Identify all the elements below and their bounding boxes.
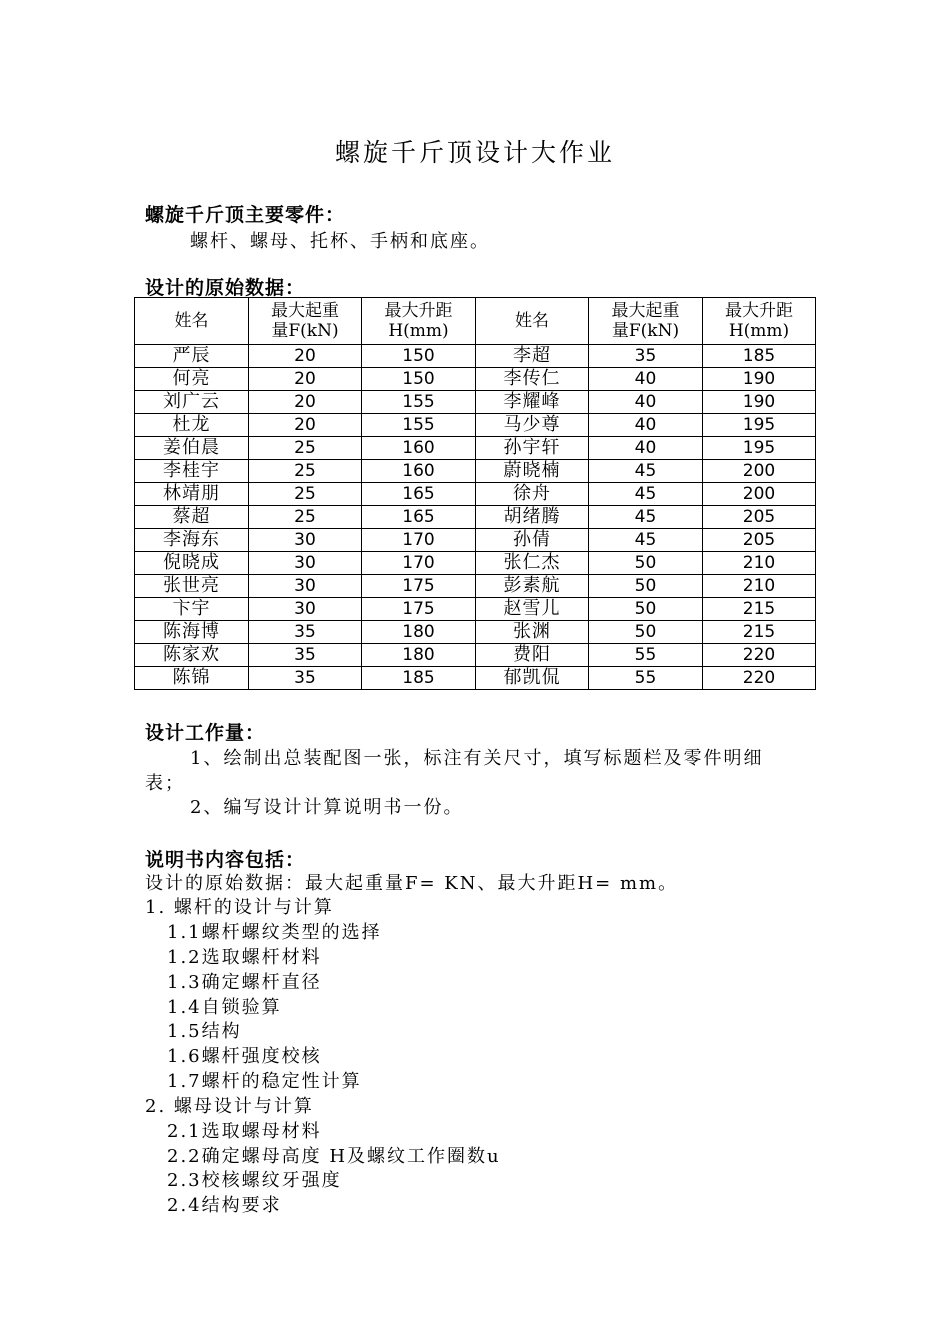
contents-item: 2.1选取螺母材料 bbox=[167, 1121, 322, 1142]
contents-item: 1.1螺杆螺纹类型的选择 bbox=[167, 922, 382, 943]
cell-name: 张渊 bbox=[476, 621, 589, 644]
contents-item: 1.5结构 bbox=[167, 1021, 242, 1042]
cell-force: 40 bbox=[589, 414, 703, 437]
table-row bbox=[135, 575, 816, 598]
cell-height: 220 bbox=[703, 644, 816, 667]
contents-item: 1.2选取螺杆材料 bbox=[167, 947, 322, 968]
cell-name: 马少尊 bbox=[476, 414, 589, 437]
workload-item-1-cont: 表； bbox=[145, 773, 185, 794]
cell-force: 45 bbox=[589, 483, 703, 506]
cell-force: 30 bbox=[249, 598, 362, 621]
cell-height: 215 bbox=[703, 621, 816, 644]
contents-item: 1.7螺杆的稳定性计算 bbox=[167, 1071, 362, 1092]
cell-name: 郁凯侃 bbox=[476, 667, 589, 690]
contents-heading: 说明书内容包括： bbox=[145, 849, 306, 871]
cell-name: 蔡超 bbox=[135, 506, 249, 529]
table-row bbox=[135, 391, 816, 414]
cell-force: 55 bbox=[589, 667, 703, 690]
cell-name: 林靖朋 bbox=[135, 483, 249, 506]
header-height: 最大升距 H(mm) bbox=[703, 298, 816, 345]
cell-height: 155 bbox=[362, 414, 476, 437]
cell-height: 180 bbox=[362, 644, 476, 667]
cell-force: 20 bbox=[249, 368, 362, 391]
cell-name: 刘广云 bbox=[135, 391, 249, 414]
cell-height: 200 bbox=[703, 460, 816, 483]
contents-item: 2.2确定螺母高度 H及螺纹工作圈数u bbox=[167, 1146, 501, 1167]
cell-height: 195 bbox=[703, 437, 816, 460]
cell-force: 20 bbox=[249, 345, 362, 368]
cell-force: 20 bbox=[249, 414, 362, 437]
cell-name: 陈家欢 bbox=[135, 644, 249, 667]
cell-name: 何亮 bbox=[135, 368, 249, 391]
cell-name: 李耀峰 bbox=[476, 391, 589, 414]
cell-force: 25 bbox=[249, 483, 362, 506]
table-row bbox=[135, 345, 816, 368]
cell-height: 165 bbox=[362, 483, 476, 506]
cell-height: 220 bbox=[703, 667, 816, 690]
table-row bbox=[135, 621, 816, 644]
cell-height: 170 bbox=[362, 552, 476, 575]
cell-name: 张世亮 bbox=[135, 575, 249, 598]
table-header-row bbox=[135, 298, 816, 345]
contents-item: 1.3确定螺杆直径 bbox=[167, 972, 322, 993]
data-heading: 设计的原始数据： bbox=[145, 277, 306, 299]
cell-height: 160 bbox=[362, 460, 476, 483]
workload-heading: 设计工作量： bbox=[145, 722, 266, 744]
cell-height: 185 bbox=[703, 345, 816, 368]
parts-heading: 螺旋千斤顶主要零件： bbox=[145, 204, 346, 226]
table-row bbox=[135, 529, 816, 552]
cell-name: 严辰 bbox=[135, 345, 249, 368]
cell-name: 倪晓成 bbox=[135, 552, 249, 575]
cell-force: 35 bbox=[249, 621, 362, 644]
cell-height: 175 bbox=[362, 598, 476, 621]
cell-height: 195 bbox=[703, 414, 816, 437]
table-row bbox=[135, 506, 816, 529]
document-title: 螺旋千斤顶设计大作业 bbox=[334, 138, 615, 167]
cell-height: 215 bbox=[703, 598, 816, 621]
table-row bbox=[135, 598, 816, 621]
cell-height: 170 bbox=[362, 529, 476, 552]
cell-name: 孙宇轩 bbox=[476, 437, 589, 460]
cell-force: 35 bbox=[589, 345, 703, 368]
table-row bbox=[135, 552, 816, 575]
table-row bbox=[135, 483, 816, 506]
cell-force: 45 bbox=[589, 529, 703, 552]
cell-force: 35 bbox=[249, 667, 362, 690]
cell-height: 210 bbox=[703, 552, 816, 575]
cell-force: 55 bbox=[589, 644, 703, 667]
cell-name: 赵雪儿 bbox=[476, 598, 589, 621]
contents-item: 1.4自锁验算 bbox=[167, 997, 282, 1018]
cell-force: 50 bbox=[589, 598, 703, 621]
cell-name: 李超 bbox=[476, 345, 589, 368]
cell-name: 陈海博 bbox=[135, 621, 249, 644]
cell-name: 蔚晓楠 bbox=[476, 460, 589, 483]
cell-height: 190 bbox=[703, 391, 816, 414]
cell-force: 30 bbox=[249, 552, 362, 575]
contents-item: 1. 螺杆的设计与计算 bbox=[145, 897, 334, 918]
header-force: 最大起重 量F(kN) bbox=[249, 298, 362, 345]
cell-force: 30 bbox=[249, 529, 362, 552]
cell-name: 张仁杰 bbox=[476, 552, 589, 575]
cell-force: 45 bbox=[589, 460, 703, 483]
table-row bbox=[135, 460, 816, 483]
workload-item-2: 2、编写设计计算说明书一份。 bbox=[190, 797, 464, 818]
cell-name: 李传仁 bbox=[476, 368, 589, 391]
cell-name: 李海东 bbox=[135, 529, 249, 552]
cell-force: 40 bbox=[589, 391, 703, 414]
cell-height: 175 bbox=[362, 575, 476, 598]
table-body bbox=[135, 345, 816, 690]
cell-force: 50 bbox=[589, 552, 703, 575]
cell-height: 200 bbox=[703, 483, 816, 506]
cell-height: 205 bbox=[703, 506, 816, 529]
original-data-table bbox=[134, 297, 816, 690]
cell-force: 50 bbox=[589, 621, 703, 644]
parts-text: 螺杆、螺母、托杯、手柄和底座。 bbox=[190, 231, 490, 252]
table-row bbox=[135, 644, 816, 667]
cell-name: 陈锦 bbox=[135, 667, 249, 690]
table-row bbox=[135, 667, 816, 690]
cell-name: 姜伯晨 bbox=[135, 437, 249, 460]
cell-height: 180 bbox=[362, 621, 476, 644]
contents-item: 2.4结构要求 bbox=[167, 1195, 282, 1216]
cell-force: 45 bbox=[589, 506, 703, 529]
cell-force: 25 bbox=[249, 460, 362, 483]
cell-name: 胡绪腾 bbox=[476, 506, 589, 529]
cell-force: 25 bbox=[249, 437, 362, 460]
cell-height: 185 bbox=[362, 667, 476, 690]
header-height: 最大升距 H(mm) bbox=[362, 298, 476, 345]
contents-item: 2. 螺母设计与计算 bbox=[145, 1096, 314, 1117]
cell-height: 205 bbox=[703, 529, 816, 552]
header-name: 姓名 bbox=[476, 298, 589, 345]
contents-item: 2.3校核螺纹牙强度 bbox=[167, 1170, 342, 1191]
cell-name: 李桂宇 bbox=[135, 460, 249, 483]
cell-height: 210 bbox=[703, 575, 816, 598]
cell-height: 190 bbox=[703, 368, 816, 391]
cell-force: 50 bbox=[589, 575, 703, 598]
contents-item: 1.6螺杆强度校核 bbox=[167, 1046, 322, 1067]
cell-name: 费阳 bbox=[476, 644, 589, 667]
table-row bbox=[135, 414, 816, 437]
cell-height: 150 bbox=[362, 345, 476, 368]
cell-force: 35 bbox=[249, 644, 362, 667]
cell-force: 20 bbox=[249, 391, 362, 414]
header-name: 姓名 bbox=[135, 298, 249, 345]
cell-name: 孙倩 bbox=[476, 529, 589, 552]
cell-force: 30 bbox=[249, 575, 362, 598]
cell-height: 155 bbox=[362, 391, 476, 414]
cell-height: 165 bbox=[362, 506, 476, 529]
table-row bbox=[135, 437, 816, 460]
cell-height: 150 bbox=[362, 368, 476, 391]
cell-name: 徐舟 bbox=[476, 483, 589, 506]
table-row bbox=[135, 368, 816, 391]
workload-item-1: 1、绘制出总装配图一张，标注有关尺寸，填写标题栏及零件明细 bbox=[190, 748, 764, 769]
cell-name: 彭素航 bbox=[476, 575, 589, 598]
header-force: 最大起重 量F(kN) bbox=[589, 298, 703, 345]
cell-force: 40 bbox=[589, 368, 703, 391]
cell-height: 160 bbox=[362, 437, 476, 460]
cell-force: 25 bbox=[249, 506, 362, 529]
cell-name: 卞宇 bbox=[135, 598, 249, 621]
cell-force: 40 bbox=[589, 437, 703, 460]
contents-original-data: 设计的原始数据：最大起重量F= KN、最大升距H= mm。 bbox=[145, 873, 679, 894]
cell-name: 杜龙 bbox=[135, 414, 249, 437]
